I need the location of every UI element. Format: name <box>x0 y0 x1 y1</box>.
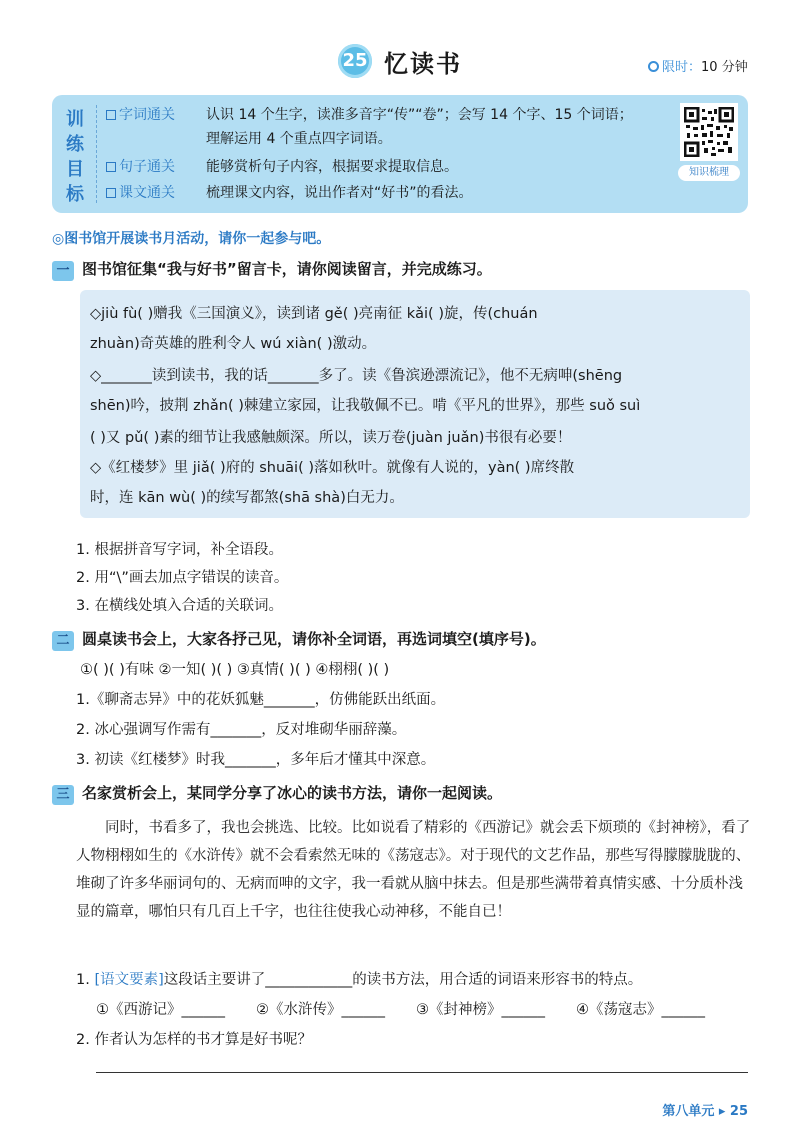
section-1-heading <box>52 258 492 281</box>
time-limit-label: 限时： <box>662 60 702 75</box>
card-line: ◇《红楼梦》里 jiǎ( )府的 shuāi( )落如秋叶。就像有人说的，yàn( )席终散 <box>90 460 575 476</box>
goal-tag <box>106 157 206 177</box>
goals-heading <box>62 107 88 207</box>
card-line: ◇_______读到读书，我的话_______多了。读《鲁滨逊漂流记》，他不无病呻(shēng <box>90 368 623 384</box>
goal-tag-label: 字词通关 <box>119 107 175 123</box>
book-item: ②《水浒传》______ <box>256 1002 385 1018</box>
qr-code-graphic <box>684 107 734 157</box>
checkbox-icon <box>106 110 116 120</box>
answer-line[interactable] <box>96 1072 748 1073</box>
training-goals-panel <box>52 95 748 213</box>
clock-icon <box>648 61 659 72</box>
section-badge: 二 <box>52 631 74 651</box>
goal-tag <box>106 183 206 203</box>
qr-label: 知识梳理 <box>678 165 740 181</box>
goal-row-words <box>106 105 633 125</box>
time-limit <box>648 56 748 75</box>
question-2-2: 2. 冰心强调写作需有_______，反对堆砌华丽辞藻。 <box>76 722 407 738</box>
section-heading-text: 圆桌读书会上，大家各抒己见，请你补全词语，再选词填空(填序号)。 <box>82 630 546 648</box>
title-row <box>0 42 800 82</box>
card-line: 时，连 kān wù( )的续写都煞(shā shà)白无力。 <box>90 490 404 506</box>
goal-text: 能够赏析句子内容，根据要求提取信息。 <box>206 159 458 175</box>
activity-intro: ◎图书馆开展读书月活动，请你一起参与吧。 <box>52 231 331 247</box>
goal-row-sentences <box>106 157 458 177</box>
goal-tag <box>106 105 206 125</box>
question-2-1: 1.《聊斋志异》中的花妖狐魅_______，仿佛能跃出纸面。 <box>76 692 446 708</box>
page-title: 忆读书 <box>384 50 462 78</box>
goals-divider <box>96 105 97 203</box>
time-limit-value: 10 分钟 <box>701 60 748 75</box>
section-heading-text: 名家赏析会上，某同学分享了冰心的读书方法，请你一起阅读。 <box>82 784 503 802</box>
goal-row-words-cont <box>106 129 392 149</box>
card-line: zhuàn)奇英雄的胜利令人 wú xiàn( )激动。 <box>90 336 377 352</box>
goals-heading-char: 练 <box>66 134 84 155</box>
element-tag: [语文要素] <box>94 972 164 988</box>
section-3-heading <box>52 782 502 805</box>
card-line: shēn)吟，披荆 zhǎn( )棘建立家园，让我敬佩不已。啃《平凡的世界》，那些 suǒ suì <box>90 398 641 414</box>
page-footer: 第八单元 ▸ 25 <box>662 1104 748 1119</box>
question-1-3: 3. 在横线处填入合适的关联词。 <box>76 598 283 614</box>
question-3-2: 2. 作者认为怎样的书才算是好书呢？ <box>76 1032 312 1048</box>
goal-tag-label: 句子通关 <box>119 159 175 175</box>
reading-passage: 同时，书看多了，我也会挑选、比较。比如说看了精彩的《西游记》就会丢下烦琐的《封神榜》，看了人物栩栩如生的《水浒传》就不会看索然无味的《荡寇志》。对于现代的文艺作品，那些写得朦朦胧胧的、堆砌了许多华丽词句的、无病而呻的文字，我一看就从脑中抹去。但是那些满带着真情实感、十分质朴浅显的篇章，哪怕只有几百上千字，也往往使我心动神移，不能自已！ <box>76 820 751 920</box>
question-1-2: 2. 用“\”画去加点字错误的读音。 <box>76 570 289 586</box>
qr-code-icon[interactable] <box>680 103 738 161</box>
goal-row-text <box>106 183 473 203</box>
book-item: ①《西游记》______ <box>96 1002 225 1018</box>
goal-text: 认识 14 个生字，读准多音字“传”“卷”；会写 14 个字、15 个词语； <box>206 107 633 123</box>
lesson-number-badge: 25 <box>338 44 372 78</box>
question-2-3: 3. 初读《红楼梦》时我_______，多年后才懂其中深意。 <box>76 752 436 768</box>
checkbox-icon <box>106 162 116 172</box>
question-1-1: 1. 根据拼音写字词，补全语段。 <box>76 542 283 558</box>
section-badge: 一 <box>52 261 74 281</box>
section-2-heading <box>52 628 546 651</box>
section-heading-text: 图书馆征集“我与好书”留言卡，请你阅读留言，并完成练习。 <box>82 260 492 278</box>
book-item: ④《荡寇志》______ <box>576 1002 705 1018</box>
idiom-options: ①( )( )有味 ②一知( )( ) ③真情( )( ) ④栩栩( )( ) <box>80 662 390 678</box>
section-badge: 三 <box>52 785 74 805</box>
goal-tag-label: 课文通关 <box>119 185 175 201</box>
goal-text: 梳理课文内容，说出作者对“好书”的看法。 <box>206 185 473 201</box>
message-card <box>80 290 750 518</box>
checkbox-icon <box>106 188 116 198</box>
question-3-1-text: 这段话主要讲了____________的读书方法，用合适的词语来形容书的特点。 <box>163 972 643 988</box>
question-3-1: 1. [语文要素]这段话主要讲了____________的读书方法，用合适的词语来形容书的特点。 <box>76 972 643 988</box>
book-item: ③《封神榜》______ <box>416 1002 545 1018</box>
card-line: ◇jiù fù( )赠我《三国演义》，读到诸 gě( )亮南征 kǎi( )旋，传(chuán <box>90 306 538 322</box>
goals-heading-char: 目 <box>66 159 84 180</box>
card-line: ( )又 pǔ( )素的细节让我感触颇深。所以，读万卷(juàn juǎn)书很有必要！ <box>90 430 572 446</box>
goals-heading-char: 训 <box>66 109 84 130</box>
goals-heading-char: 标 <box>66 184 84 205</box>
goal-text: 理解运用 4 个重点四字词语。 <box>206 131 392 147</box>
